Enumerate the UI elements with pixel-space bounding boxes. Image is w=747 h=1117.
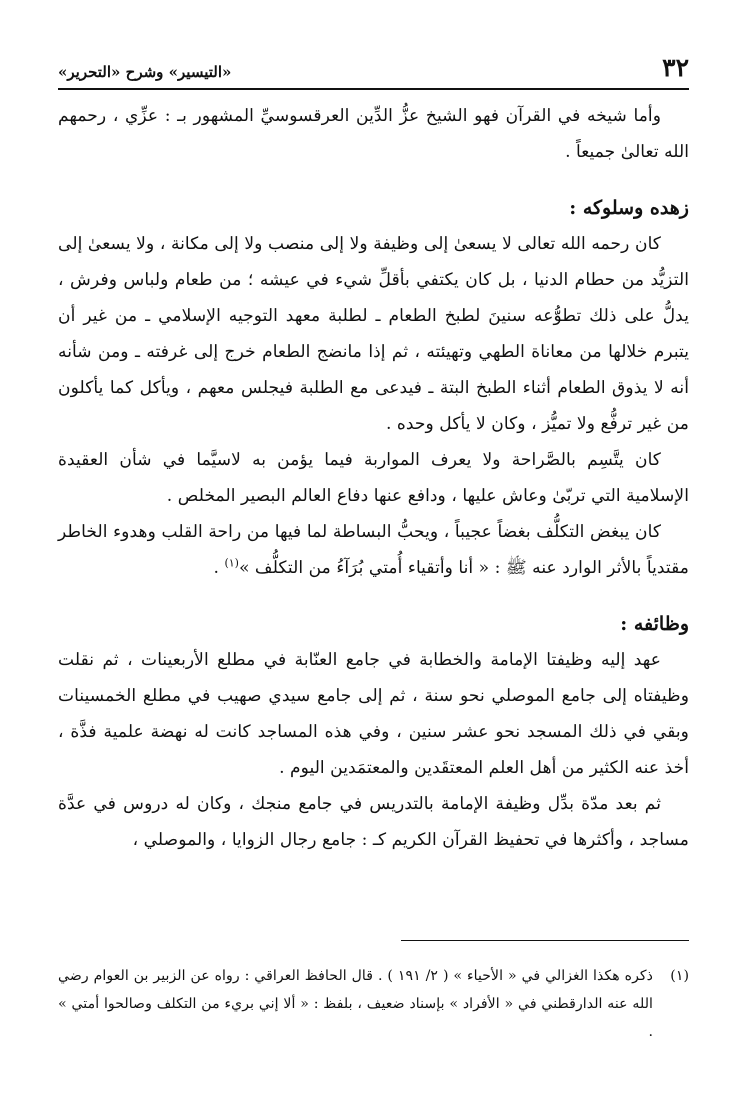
main-text bbox=[58, 98, 689, 858]
paragraph-simplicity-text: كان يبغض التكلُّف بغضاً عجيباً ، ويحبُّ البساطة لما فيها من راحة القلب وهدوء الخاطر مقتدياً بالأثر الوارد عنه ﷺ : « أنا وأتقياء أُمتي بُرَآءُ من التكلُّف » bbox=[58, 522, 689, 578]
footnote-text: ذكره هكذا الغزالي في « الأحياء » ( ٢/ ١٩١ ) . قال الحافظ العراقي : رواه عن الزبير بن العوام رضي الله عنه الدارقطني في « الأفراد » بإسناد ضعيف ، بلفظ : « ألا إني بريء من التكلف وصالحوا أمتي » . bbox=[58, 968, 653, 1040]
paragraph-asceticism: كان رحمه الله تعالى لا يسعىٰ إلى وظيفة ولا إلى منصب ولا إلى مكانة ، ولا يسعىٰ إلى التزيُّد من حطام الدنيا ، بل كان يكتفي بأقلِّ شيء في عيشه ؛ من طعام ولباس وفرش ، يدلُّ على ذلك تطوُّعه سنينَ لطبخ الطعام ـ لطلبة معهد التوجيه الإسلامي ـ من غير أن يتبرم خلالها من معاناة الطهي وتهيئته ، ثم إذا مانضج الطعام خرج إلى غرفته ـ ومن شأنه أنه لا يذوق الطعام أثناء الطبخ البتة ـ فيدعى مع الطلبة فيجلس معهم ، ويأكل كما يأكلون من غير ترفُّع ولا تميُّز ، وكان لا يأكل وحده . bbox=[58, 234, 689, 434]
footnote-separator bbox=[401, 940, 689, 941]
section-heading-asceticism: زهده وسلوكه : bbox=[569, 197, 689, 219]
footnotes bbox=[58, 962, 689, 1046]
footnote-reference: (١) bbox=[224, 556, 239, 570]
spacer bbox=[58, 170, 689, 190]
section-heading-positions: وظائفه : bbox=[620, 613, 689, 635]
paragraph-teaching: ثم بعد مدّة بدِّل وظيفة الإمامة بالتدريس في جامع منجك ، وكان له دروس في عدَّة مساجد ، وأكثرها في تحفيظ القرآن الكريم كـ : جامع رجال الزوايا ، والموصلي ، bbox=[58, 794, 689, 850]
paragraph-simplicity bbox=[58, 514, 689, 586]
paragraph-positions: عهد إليه وظيفتا الإمامة والخطابة في جامع العنّابة في مطلع الأربعينات ، ثم نقلت وظيفتاه إلى جامع الموصلي نحو سنة ، ثم إلى جامع سيدي صهيب في مطلع الخمسينات وبقي في ذلك المسجد نحو عشر سنين ، وفي هذه المساجد كانت له نهضة علمية فذَّة ، أخذ عنه الكثير من أهل العلم المعتقَدين والمعتمَدين اليوم . bbox=[58, 650, 689, 778]
footnote-number: (١) bbox=[670, 968, 689, 984]
paragraph-teacher: وأما شيخه في القرآن فهو الشيخ عزُّ الدِّين العرقسوسيِّ المشهور بـ : عزِّي ، رحمهم الله تعالىٰ جميعاً . bbox=[58, 106, 689, 162]
spacer bbox=[58, 586, 689, 606]
running-title: «التيسير» وشرح «التحرير» bbox=[58, 63, 232, 81]
page-header bbox=[58, 50, 689, 90]
footnote bbox=[58, 962, 689, 1046]
paragraph-frankness: كان يتَّسِم بالصَّراحة ولا يعرف المواربة فيما يؤمن به لاسيَّما في شأن العقيدة الإسلامية التي تربّىٰ وعاش عليها ، ودافع عنها دفاع العالم البصير المخلص . bbox=[58, 450, 689, 506]
page-number: ٣٢ bbox=[662, 53, 689, 82]
paragraph-simplicity-end: . bbox=[213, 558, 225, 578]
